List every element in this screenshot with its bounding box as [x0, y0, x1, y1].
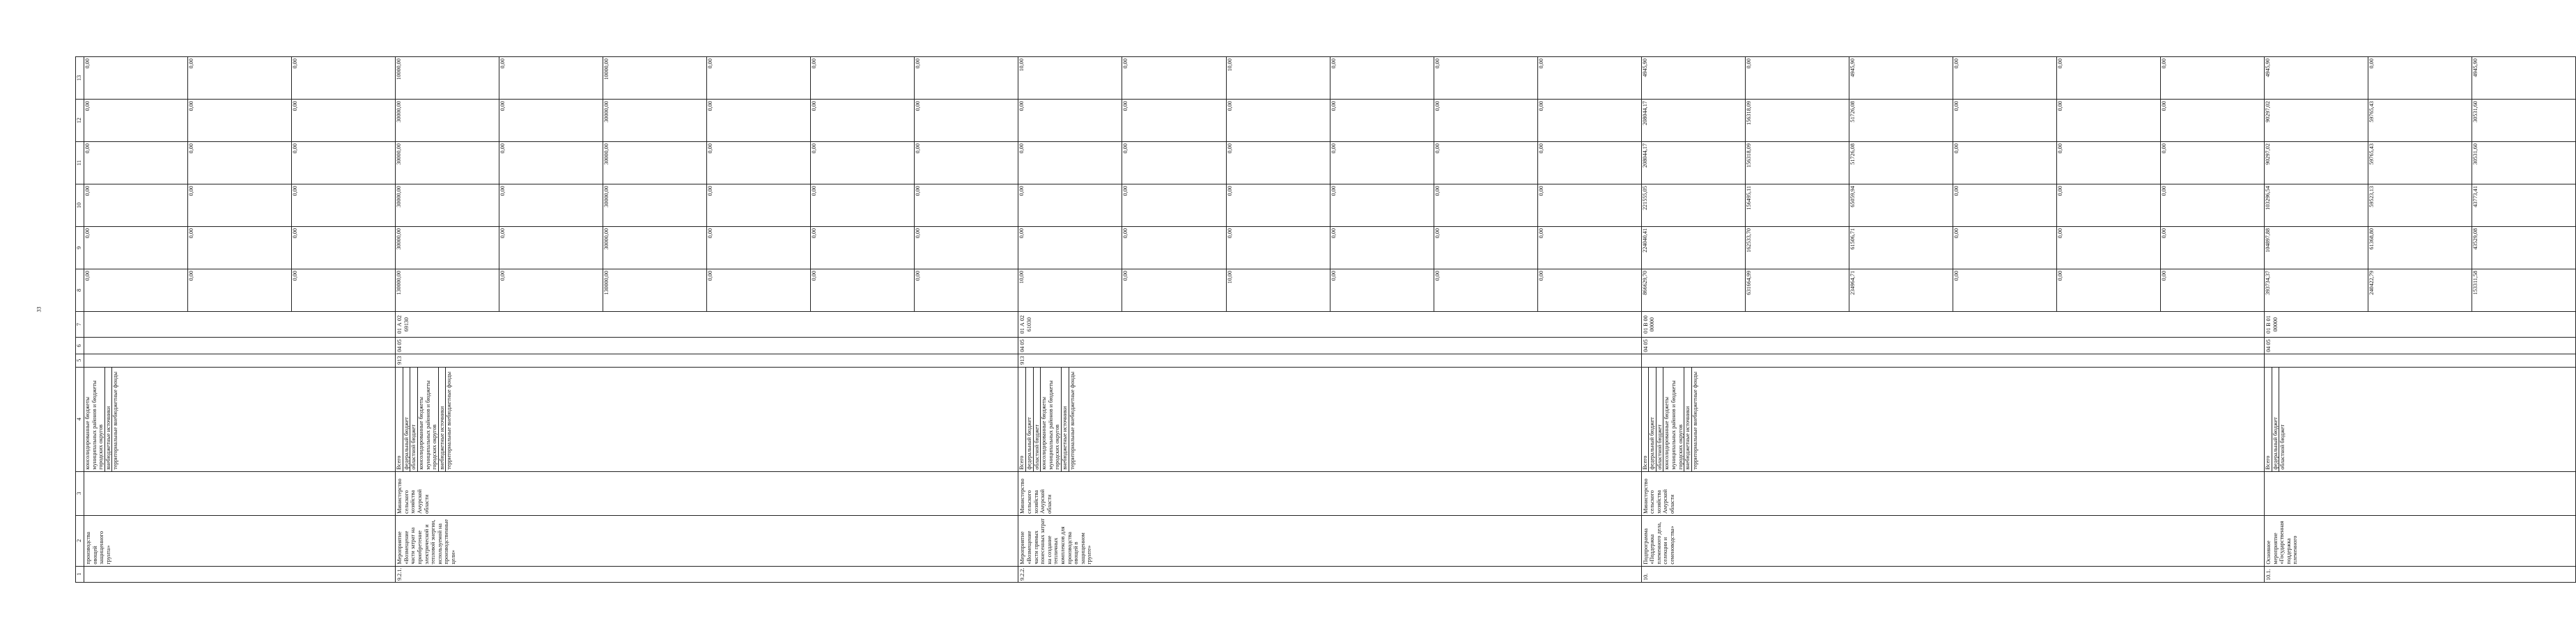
value-cell: 0,00 [811, 269, 915, 311]
value-cell: 0,00 [1434, 100, 1538, 141]
funding-source: внебюджетные источники [1684, 368, 1692, 471]
value-cell: 10,00 [1227, 57, 1330, 99]
funding-source: федеральный бюджет [403, 368, 411, 471]
header-cell: 4 [76, 367, 84, 471]
table-row [1018, 57, 1641, 583]
value-cell: 0,00 [707, 142, 811, 184]
value-cell: 43529,08 [2472, 228, 2479, 250]
value-cell: 30000,00 [603, 142, 707, 184]
value-cell: 0,00 [1122, 269, 1226, 311]
value-cell: 59523,13 [2368, 184, 2472, 226]
value-cell: 0,00 [1953, 57, 2057, 99]
section-code: 04 05 [2264, 338, 2575, 354]
value-cell: 0,00 [1953, 142, 2057, 184]
funding-sources [2264, 367, 2575, 471]
admin-code: 913 [396, 354, 1018, 367]
value-cell: 30000,00 [396, 227, 499, 269]
year-values [396, 142, 1018, 184]
value-cell: 0,00 [499, 227, 603, 269]
value-cell: 0,00 [84, 227, 188, 269]
year-values [1641, 100, 2264, 142]
page-number: 33 [36, 306, 42, 313]
value-cell: 0,00 [1953, 100, 2057, 141]
value-cell: 0,00 [499, 142, 603, 184]
value-cell: 221555,05 [1642, 184, 1746, 226]
header-cell: 7 [76, 311, 84, 338]
year-values [2264, 226, 2575, 269]
header-row [76, 57, 84, 583]
year-values [2264, 57, 2575, 100]
executor: Министерство сельского хозяйства Амурской области [1641, 471, 2264, 515]
value-cell: 0,00 [2057, 184, 2161, 226]
value-cell: 130000,00 [603, 269, 707, 311]
value-cell: 61506,71 [1849, 227, 1953, 269]
value-cell: 224040,41 [1642, 227, 1746, 269]
funding-source: Всего [1642, 368, 1650, 471]
year-values [2264, 184, 2575, 227]
header-cell: 9 [76, 226, 84, 269]
value-cell: 208044,17 [1642, 100, 1746, 141]
value-cell: 0,00 [2160, 270, 2167, 281]
value-cell: 0,00 [188, 57, 292, 99]
value-cell: 0,00 [1537, 101, 1544, 111]
year-values [84, 142, 396, 184]
value-cell: 30000,00 [396, 142, 499, 184]
year-values [2264, 269, 2575, 311]
value-cell: 0,00 [292, 186, 299, 196]
header-cell: 12 [76, 100, 84, 142]
value-cell: 130000,00 [396, 269, 499, 311]
value-cell: 162533,70 [1746, 227, 1849, 269]
year-values [84, 57, 396, 100]
value-cell: 0,00 [292, 228, 299, 239]
funding-sources [1018, 367, 1641, 471]
value-cell: 30000,00 [603, 184, 707, 226]
value-cell: 0,00 [2160, 186, 2167, 196]
measure-name: производства овощей защищенного грунта» [84, 515, 396, 566]
year-values [1018, 57, 1641, 100]
value-cell: 0,00 [811, 100, 915, 141]
admin-code [84, 354, 396, 367]
value-cell: 0,00 [2057, 142, 2161, 184]
year-values [2264, 142, 2575, 184]
value-cell: 0,00 [188, 142, 292, 184]
value-cell: 4945,90 [2472, 58, 2479, 77]
value-cell: 10,00 [1018, 269, 1122, 311]
value-cell: 51726,08 [1849, 100, 1953, 141]
value-cell: 51726,08 [1849, 142, 1953, 184]
value-cell: 0,00 [1330, 100, 1434, 141]
value-cell: 0,00 [188, 269, 292, 311]
value-cell: 0,00 [1018, 227, 1122, 269]
funding-source: территориальные внебюджетные фонды [1691, 371, 1698, 470]
value-cell: 0,00 [2160, 101, 2167, 111]
value-cell: 0,00 [1434, 269, 1538, 311]
value-cell: 0,00 [2057, 100, 2161, 141]
value-cell: 0,00 [915, 143, 922, 154]
value-cell: 0,00 [84, 57, 188, 99]
funding-source: внебюджетные источники [439, 368, 447, 471]
value-cell: 0,00 [915, 186, 922, 196]
value-cell: 0,00 [2057, 57, 2161, 99]
funding-source: внебюджетные источники [1062, 368, 1069, 471]
value-cell: 0,00 [1746, 57, 1849, 99]
value-cell: 0,00 [1434, 57, 1538, 99]
value-cell: 0,00 [915, 228, 922, 239]
value-cell: 4945,90 [1849, 57, 1953, 99]
year-values [1641, 184, 2264, 227]
funding-source: консолидированные бюджеты муниципальных районов и бюджеты городских округов [1041, 368, 1062, 471]
value-cell: 103296,54 [2265, 184, 2368, 226]
value-cell: 0,00 [1122, 57, 1226, 99]
funding-source: Всего [1018, 368, 1026, 471]
value-cell: 0,00 [1330, 142, 1434, 184]
year-values [84, 184, 396, 227]
value-cell: 0,00 [1122, 184, 1226, 226]
value-cell: 0,00 [2160, 143, 2167, 154]
executor [2264, 471, 2575, 515]
year-values [1018, 142, 1641, 184]
admin-code [2264, 354, 2575, 367]
value-cell: 4945,90 [2265, 57, 2368, 99]
value-cell: 10,00 [1227, 269, 1330, 311]
value-cell: 59765,43 [2368, 100, 2472, 141]
funding-source: федеральный бюджет [2272, 368, 2280, 471]
section-code: 04 05 [396, 338, 1018, 354]
value-cell: 208044,17 [1642, 142, 1746, 184]
value-cell: 0,00 [1227, 100, 1330, 141]
header-cell: 2 [76, 515, 84, 566]
value-cell: 0,00 [1227, 184, 1330, 226]
value-cell: 156318,09 [1746, 142, 1849, 184]
value-cell: 0,00 [1953, 227, 2057, 269]
year-values [84, 269, 396, 311]
value-cell: 0,00 [188, 100, 292, 141]
row-number [84, 566, 396, 582]
year-values [1641, 142, 2264, 184]
value-cell: 0,00 [1227, 142, 1330, 184]
admin-code [1641, 354, 2264, 367]
executor [84, 471, 396, 515]
value-cell: 156318,09 [1746, 100, 1849, 141]
year-values [396, 100, 1018, 142]
funding-source: федеральный бюджет [1649, 368, 1656, 471]
value-cell: 30000,00 [603, 227, 707, 269]
year-values [84, 100, 396, 142]
value-cell: 0,00 [2057, 227, 2161, 269]
value-cell: 0,00 [1537, 58, 1544, 69]
executor: Министерство сельского хозяйства Амурской области [1018, 471, 1641, 515]
header-cell: 10 [76, 184, 84, 227]
value-cell: 10000,00 [396, 57, 499, 99]
funding-source: областной бюджет [1656, 368, 1664, 471]
value-cell: 30000,00 [603, 100, 707, 141]
value-cell: 30531,60 [2472, 143, 2479, 165]
admin-code: 913 [1018, 354, 1641, 367]
value-cell: 0,00 [84, 142, 188, 184]
row-number: 9.2.1. [396, 566, 1018, 582]
value-cell: 90297,02 [2265, 100, 2368, 141]
value-cell: 10,00 [1018, 57, 1122, 99]
year-values [1018, 226, 1641, 269]
value-cell: 0,00 [84, 184, 188, 226]
year-values [396, 184, 1018, 227]
value-cell: 631664,99 [1746, 269, 1849, 311]
value-cell: 393734,37 [2265, 269, 2368, 311]
measure-name: Мероприятие «Возмещение части затрат на приобретение электрической и тепловой энергии, используемой на производственные цели» [396, 515, 1018, 566]
value-cell: 0,00 [1537, 270, 1544, 281]
row-number: 9.2.2. [1018, 566, 1641, 582]
header-cell: 5 [76, 354, 84, 367]
funding-source: консолидированные бюджеты муниципальных районов и бюджеты городских округов [1663, 368, 1684, 471]
value-cell: 0,00 [915, 270, 922, 281]
value-cell: 0,00 [707, 184, 811, 226]
value-cell: 0,00 [1330, 184, 1434, 226]
value-cell: 0,00 [1227, 227, 1330, 269]
funding-source: областной бюджет [410, 368, 418, 471]
funding-source: внебюджетные источники [105, 368, 113, 471]
value-cell: 4945,90 [1642, 57, 1746, 99]
header-cell: 13 [76, 57, 84, 100]
row-number: 10. [1641, 566, 2264, 582]
header-cell: 6 [76, 338, 84, 354]
value-cell: 0,00 [1330, 269, 1434, 311]
value-cell: 0,00 [1537, 228, 1544, 239]
value-cell: 0,00 [1018, 184, 1122, 226]
table-row [1641, 57, 2264, 583]
value-cell: 0,00 [292, 143, 299, 154]
rotated-table-container [75, 56, 2479, 583]
value-cell: 30531,60 [2472, 101, 2479, 123]
value-cell: 0,00 [1953, 184, 2057, 226]
target-article-code: 01 В 00 00000 [1641, 311, 2264, 338]
value-cell: 0,00 [1122, 227, 1226, 269]
target-article-code: 01 А 02 61030 [1018, 311, 1641, 338]
measure-name: Подпрограмма «Поддержка племенного дела, селекции и семеноводства» [1641, 515, 2264, 566]
funding-source: консолидированные бюджеты муниципальных районов и бюджеты городских округов [418, 368, 439, 471]
year-values [2264, 100, 2575, 142]
value-cell: 0,00 [84, 269, 188, 311]
value-cell: 240422,79 [2368, 269, 2472, 311]
value-cell: 0,00 [707, 57, 811, 99]
target-article-code [84, 311, 396, 338]
value-cell: 0,00 [1537, 186, 1544, 196]
funding-source: территориальные внебюджетные фонды [446, 371, 453, 470]
value-cell: 0,00 [2057, 269, 2161, 311]
value-cell: 61368,80 [2368, 227, 2472, 269]
year-values [1641, 57, 2264, 100]
measure-name: Основное мероприятие «Государственная поддержка племенного [2264, 515, 2575, 566]
funding-source: консолидированные бюджеты муниципальных районов и бюджеты городских округов [84, 368, 105, 471]
value-cell: 0,00 [1122, 100, 1226, 141]
value-cell: 0,00 [292, 101, 299, 111]
executor: Министерство сельского хозяйства Амурской области [396, 471, 1018, 515]
target-article-code: 01 В 01 00000 [2264, 311, 2575, 338]
value-cell: 0,00 [1434, 184, 1538, 226]
value-cell: 0,00 [1434, 142, 1538, 184]
funding-sources [1641, 367, 2264, 471]
table-row [2264, 57, 2575, 583]
funding-source: Всего [396, 368, 403, 471]
value-cell: 0,00 [292, 270, 299, 281]
year-values [1641, 269, 2264, 311]
value-cell: 866629,70 [1642, 269, 1746, 311]
value-cell: 0,00 [1330, 227, 1434, 269]
value-cell: 0,00 [811, 142, 915, 184]
value-cell: 0,00 [811, 227, 915, 269]
value-cell: 234964,71 [1849, 269, 1953, 311]
value-cell: 0,00 [707, 100, 811, 141]
value-cell: 0,00 [707, 227, 811, 269]
value-cell: 0,00 [499, 184, 603, 226]
row-number: 10.1. [2264, 566, 2575, 582]
value-cell: 0,00 [707, 269, 811, 311]
year-values [1018, 100, 1641, 142]
value-cell: 0,00 [499, 100, 603, 141]
value-cell: 0,00 [188, 184, 292, 226]
value-cell: 30000,00 [396, 100, 499, 141]
value-cell: 0,00 [2160, 58, 2167, 69]
value-cell: 0,00 [2160, 228, 2167, 239]
value-cell: 0,00 [1537, 143, 1544, 154]
funding-source: областной бюджет [2279, 424, 2286, 470]
section-code: 04 05 [1018, 338, 1641, 354]
value-cell: 0,00 [915, 101, 922, 111]
value-cell: 65059,94 [1849, 184, 1953, 226]
value-cell: 104897,88 [2265, 227, 2368, 269]
funding-source: Всего [2265, 368, 2272, 471]
value-cell: 0,00 [1953, 269, 2057, 311]
header-cell: 8 [76, 269, 84, 311]
budget-table [75, 56, 2576, 583]
value-cell: 0,00 [2368, 57, 2472, 99]
section-code [84, 338, 396, 354]
value-cell: 90297,02 [2265, 142, 2368, 184]
measure-name: Мероприятие «Возмещение части прямых понесенных затрат на создание тепличных комплексов для производства овощей в защищенном грунте» [1018, 515, 1641, 566]
value-cell: 43773,41 [2472, 186, 2479, 207]
value-cell: 0,00 [499, 269, 603, 311]
year-values [1018, 269, 1641, 311]
table-row [396, 57, 1018, 583]
value-cell: 0,00 [1018, 142, 1122, 184]
value-cell: 0,00 [1434, 227, 1538, 269]
value-cell: 0,00 [811, 184, 915, 226]
year-values [396, 269, 1018, 311]
value-cell: 0,00 [84, 100, 188, 141]
value-cell: 0,00 [1330, 57, 1434, 99]
target-article-code: 01 А 02 69130 [396, 311, 1018, 338]
value-cell: 59765,43 [2368, 142, 2472, 184]
table-row [84, 57, 396, 583]
value-cell: 0,00 [915, 58, 922, 69]
value-cell: 153311,58 [2472, 270, 2479, 295]
funding-sources [396, 367, 1018, 471]
year-values [396, 226, 1018, 269]
year-values [396, 57, 1018, 100]
header-cell: 11 [76, 142, 84, 184]
value-cell: 0,00 [292, 58, 299, 69]
funding-source: федеральный бюджет [1026, 368, 1034, 471]
section-code: 04 05 [1641, 338, 2264, 354]
year-values [1018, 184, 1641, 227]
value-cell: 0,00 [499, 57, 603, 99]
funding-sources [84, 367, 396, 471]
header-cell: 3 [76, 471, 84, 515]
header-cell: 1 [76, 566, 84, 582]
value-cell: 0,00 [1018, 100, 1122, 141]
value-cell: 0,00 [188, 227, 292, 269]
funding-source: территориальные внебюджетные фонды [112, 371, 119, 470]
value-cell: 10000,00 [603, 57, 707, 99]
year-values [1641, 226, 2264, 269]
value-cell: 156495,11 [1746, 184, 1849, 226]
funding-source: областной бюджет [1034, 368, 1041, 471]
value-cell: 0,00 [811, 57, 915, 99]
value-cell: 30000,00 [396, 184, 499, 226]
value-cell: 0,00 [1122, 142, 1226, 184]
funding-source: территориальные внебюджетные фонды [1069, 371, 1076, 470]
year-values [84, 226, 396, 269]
